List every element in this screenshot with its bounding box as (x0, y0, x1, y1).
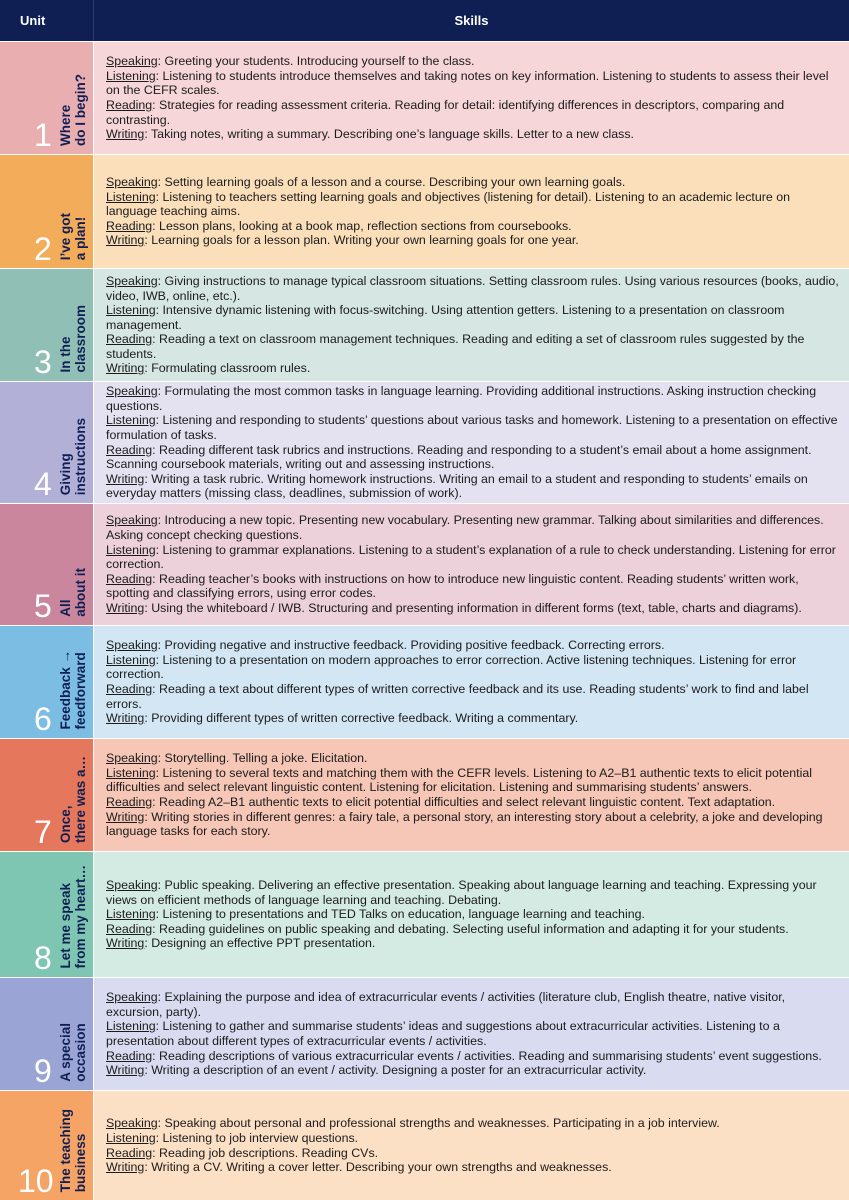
skill-text: : Setting learning goals of a lesson and a course. Describing your own learning goals. (157, 175, 626, 190)
skill-label: Reading (106, 218, 153, 233)
skills-cell (94, 504, 849, 625)
skill-line-reading (106, 1049, 839, 1064)
skill-label: Listening (106, 1019, 156, 1034)
unit-title: I’ve got a plan! (58, 212, 88, 260)
skill-line-listening (106, 1131, 839, 1146)
skill-label: Listening (106, 765, 156, 780)
skills-cell (94, 382, 849, 503)
skills-cell (94, 42, 849, 154)
skill-text: : Strategies for reading assessment criteria. Reading for detail: identifying differences in descriptors, comparing and contrasting. (106, 98, 785, 127)
skill-label: Reading (106, 1145, 153, 1160)
skill-line-writing (106, 472, 839, 501)
unit-title: Once, there was a… (58, 755, 88, 843)
skill-text: : Listening and responding to students’ questions about various tasks and homework. Listening to a presentation on effective formulation of tasks. (106, 413, 838, 442)
skill-line-speaking (106, 990, 839, 1019)
unit-row-7 (0, 738, 849, 851)
skill-label: Reading (106, 795, 153, 809)
skill-line-speaking (106, 1116, 839, 1131)
skill-text: : Listening to presentations and TED Talks on education, language learning and teaching. (155, 907, 645, 922)
unit-row-8 (0, 851, 849, 977)
skill-label: Listening (106, 303, 156, 318)
skill-label: Speaking (106, 54, 158, 69)
skill-text: : Listening to job interview questions. (155, 1130, 359, 1145)
skill-text: : Reading A2–B1 authentic texts to elicit potential difficulties and select relevant linguistic content. Text adaptation. (152, 795, 776, 809)
table-header (0, 0, 849, 41)
unit-cell (0, 42, 94, 154)
skill-text: : Providing different types of written corrective feedback. Writing a commentary. (144, 711, 579, 726)
skill-line-reading (106, 332, 839, 361)
skill-label: Listening (106, 907, 156, 922)
skill-line-listening (106, 653, 839, 682)
unit-cell (0, 739, 94, 851)
unit-row-2 (0, 154, 849, 268)
skill-label: Writing (106, 361, 145, 376)
skill-line-writing (106, 127, 839, 142)
skill-line-listening (106, 1019, 839, 1048)
skill-line-speaking (106, 638, 839, 653)
skill-line-speaking (106, 274, 839, 303)
skill-text: : Greeting your students. Introducing yourself to the class. (157, 54, 475, 69)
skill-label: Speaking (106, 384, 158, 399)
skill-label: Speaking (106, 1116, 158, 1131)
unit-title: The teaching business (58, 1108, 88, 1192)
skill-line-writing (106, 711, 839, 726)
skill-line-listening (106, 543, 839, 572)
unit-row-4 (0, 381, 849, 503)
skill-text: : Lesson plans, looking at a book map, reflection sections from coursebooks. (152, 218, 572, 233)
skill-line-writing (106, 1063, 839, 1078)
skill-text: : Formulating the most common tasks in language learning. Providing additional instructions. Asking instruction checking questions. (106, 384, 817, 413)
skill-text: : Reading a text on classroom management techniques. Reading and editing a set of classroom rules suggested by the students. (106, 332, 805, 361)
skill-text: : Learning goals for a lesson plan. Writing your own learning goals for one year. (144, 233, 579, 248)
unit-cell (0, 852, 94, 977)
skill-text: : Reading different task rubrics and instructions. Reading and responding to a student’s email about a home assignment. Scanning coursebook materials, writing out and assessing instructions. (106, 442, 812, 472)
skill-label: Listening (106, 652, 156, 667)
skill-text: : Formulating classroom rules. (144, 361, 311, 376)
unit-row-5 (0, 503, 849, 625)
skill-label: Writing (106, 936, 145, 951)
skill-label: Listening (106, 1130, 156, 1145)
skill-label: Speaking (106, 513, 158, 528)
skill-text: : Taking notes, writing a summary. Describing one’s language skills. Letter to a new class. (144, 127, 634, 142)
skill-text: : Writing a CV. Writing a cover letter. Describing your own strengths and weaknesses. (144, 1160, 612, 1175)
skill-line-reading (106, 795, 839, 810)
skill-text: : Listening to gather and summarise students’ ideas and suggestions about extracurricular activities. Listening to a presentation about different types of extracurricular events / activities. (106, 1019, 780, 1048)
skill-label: Writing (106, 600, 145, 615)
skill-label: Reading (106, 1048, 153, 1063)
skill-line-writing (106, 936, 839, 951)
skill-text: : Providing negative and instructive feedback. Providing positive feedback. Correcting errors. (157, 638, 665, 653)
unit-cell (0, 626, 94, 738)
unit-title: Giving instructions (58, 417, 88, 495)
skill-text: : Giving instructions to manage typical classroom situations. Setting classroom rules. Using various resources (books, audio, video, IWB, online, etc.). (106, 273, 839, 303)
skill-label: Listening (106, 413, 156, 428)
skill-line-reading (106, 98, 839, 127)
skill-text: : Listening to teachers setting learning goals and objectives (listening for detail). Listening to an academic lecture on language teaching aims. (106, 189, 790, 219)
skill-label: Reading (106, 98, 153, 112)
skill-label: Writing (106, 233, 145, 248)
unit-title: A special occasion (58, 1023, 88, 1082)
skill-text: : Reading descriptions of various extracurricular events / activities. Reading and summarising students’ event suggestions. (152, 1048, 822, 1063)
skill-label: Writing (106, 471, 145, 486)
skill-line-writing (106, 1160, 839, 1175)
skill-line-speaking (106, 54, 839, 69)
skill-text: : Designing an effective PPT presentation. (144, 936, 376, 951)
skill-text: : Public speaking. Delivering an effective presentation. Speaking about language learning and teaching. Expressing your views on efficient methods of language learning and teaching. Debating. (106, 878, 817, 907)
skill-line-listening (106, 69, 839, 98)
skill-label: Writing (106, 127, 145, 142)
unit-number: 1 (34, 117, 52, 153)
skill-line-speaking (106, 513, 839, 542)
unit-row-9 (0, 977, 849, 1090)
skill-text: : Writing a description of an event / activity. Designing a poster for an extracurricular activity. (144, 1063, 647, 1078)
skill-text: : Speaking about personal and professional strengths and weaknesses. Participating in a job interview. (157, 1116, 720, 1131)
unit-number: 9 (34, 1053, 52, 1089)
skill-line-speaking (106, 384, 839, 413)
unit-row-1 (0, 41, 849, 154)
unit-number: 7 (34, 814, 52, 850)
skill-label: Writing (106, 809, 145, 824)
unit-number: 10 (18, 1163, 54, 1199)
skill-line-writing (106, 601, 839, 616)
skill-label: Writing (106, 1063, 145, 1078)
unit-column-header: Unit (0, 0, 94, 41)
skill-text: : Listening to students introduce themselves and taking notes on key information. Listening to students to assess their level on the CEFR scales. (106, 68, 829, 98)
unit-row-10 (0, 1090, 849, 1200)
skill-label: Writing (106, 1160, 145, 1175)
skill-label: Speaking (106, 273, 158, 288)
skill-text: : Listening to a presentation on modern approaches to error correction. Active listening techniques. Listening for error correction. (106, 652, 797, 682)
skill-line-listening (106, 190, 839, 219)
unit-title: All about it (58, 568, 88, 617)
table-body (0, 41, 849, 1200)
unit-number: 6 (34, 701, 52, 737)
skill-label: Reading (106, 921, 153, 936)
skill-line-listening (106, 907, 839, 922)
skill-label: Speaking (106, 175, 158, 190)
skill-label: Speaking (106, 751, 158, 766)
skill-line-speaking (106, 878, 839, 907)
skill-text: : Reading teacher’s books with instructions on how to introduce new linguistic content. Reading students’ written work, spotting and classifying errors, using error codes. (106, 571, 799, 601)
skills-cell (94, 852, 849, 977)
skills-column-header: Skills (454, 13, 489, 28)
skill-text: : Reading a text about different types of written corrective feedback and its use. Reading students’ work to find and label errors. (106, 682, 809, 711)
skill-label: Listening (106, 68, 156, 83)
unit-title: Where do I begin? (58, 74, 88, 146)
skill-line-reading (106, 682, 839, 711)
skill-label: Reading (106, 571, 153, 586)
skills-cell (94, 626, 849, 738)
unit-number: 2 (34, 231, 52, 267)
unit-cell (0, 269, 94, 381)
skill-text: : Introducing a new topic. Presenting new vocabulary. Presenting new grammar. Talking about similarities and differences. Asking concept checking questions. (106, 513, 824, 543)
unit-number: 3 (34, 344, 52, 380)
skill-text: : Reading job descriptions. Reading CVs. (152, 1145, 379, 1160)
skills-cell (94, 155, 849, 268)
skill-label: Reading (106, 332, 153, 347)
skill-line-reading (106, 443, 839, 472)
skill-text: : Writing stories in different genres: a fairy tale, a personal story, an interesting story about a celebrity, a joke and developing language tasks for each story. (106, 809, 823, 839)
skills-cell (94, 1091, 849, 1200)
skill-text: : Storytelling. Telling a joke. Elicitation. (157, 751, 368, 766)
skill-label: Speaking (106, 990, 158, 1005)
unit-cell (0, 382, 94, 503)
unit-cell (0, 1091, 94, 1200)
skill-label: Listening (106, 542, 156, 557)
skill-line-reading (106, 219, 839, 234)
skill-text: : Listening to several texts and matching them with the CEFR levels. Listening to A2–B1 authentic texts to elicit potential difficulties and select relevant linguistic content. Listening for elicitation. Listening and summarising students’ answers. (106, 765, 812, 795)
skill-line-listening (106, 303, 839, 332)
skill-line-speaking (106, 751, 839, 766)
skill-text: : Listening to grammar explanations. Listening to a student’s explanation of a rule to check understanding. Listening for error correction. (106, 542, 836, 572)
skill-text: : Writing a task rubric. Writing homework instructions. Writing an email to a student and responding to students’ emails on everyday matters (missing class, deadlines, submission of work). (106, 471, 808, 501)
skill-text: : Reading guidelines on public speaking and debating. Selecting useful information and adapting it for your students. (152, 921, 789, 936)
skill-line-listening (106, 413, 839, 442)
unit-number: 4 (34, 466, 52, 502)
skill-label: Speaking (106, 878, 158, 893)
skill-label: Reading (106, 442, 153, 457)
skill-line-speaking (106, 175, 839, 190)
unit-cell (0, 155, 94, 268)
unit-title: Feedback → feedforward (58, 650, 88, 730)
unit-row-6 (0, 625, 849, 738)
skill-line-writing (106, 233, 839, 248)
unit-number: 8 (34, 940, 52, 976)
skill-label: Speaking (106, 638, 158, 653)
skill-line-reading (106, 1146, 839, 1161)
skills-cell (94, 269, 849, 381)
skill-line-listening (106, 766, 839, 795)
skill-line-writing (106, 810, 839, 839)
skill-text: : Intensive dynamic listening with focus-switching. Using attention getters. Listening to a presentation on classroom management. (106, 303, 785, 332)
unit-cell (0, 978, 94, 1090)
unit-number: 5 (34, 588, 52, 624)
skill-line-reading (106, 922, 839, 937)
skill-line-reading (106, 572, 839, 601)
unit-title: In the classroom (58, 305, 88, 373)
skills-cell (94, 739, 849, 851)
skills-cell (94, 978, 849, 1090)
unit-row-3 (0, 268, 849, 381)
skill-line-writing (106, 361, 839, 376)
skill-text: : Explaining the purpose and idea of extracurricular events / activities (literature club, English theatre, native visitor, excursion, party). (106, 990, 786, 1019)
skill-text: : Using the whiteboard / IWB. Structuring and presenting information in different forms (text, table, charts and diagrams). (144, 600, 802, 615)
unit-title: Let me speak from my heart… (58, 865, 88, 969)
skill-label: Listening (106, 189, 156, 204)
skill-label: Reading (106, 682, 153, 696)
skill-label: Writing (106, 711, 145, 726)
unit-cell (0, 504, 94, 625)
